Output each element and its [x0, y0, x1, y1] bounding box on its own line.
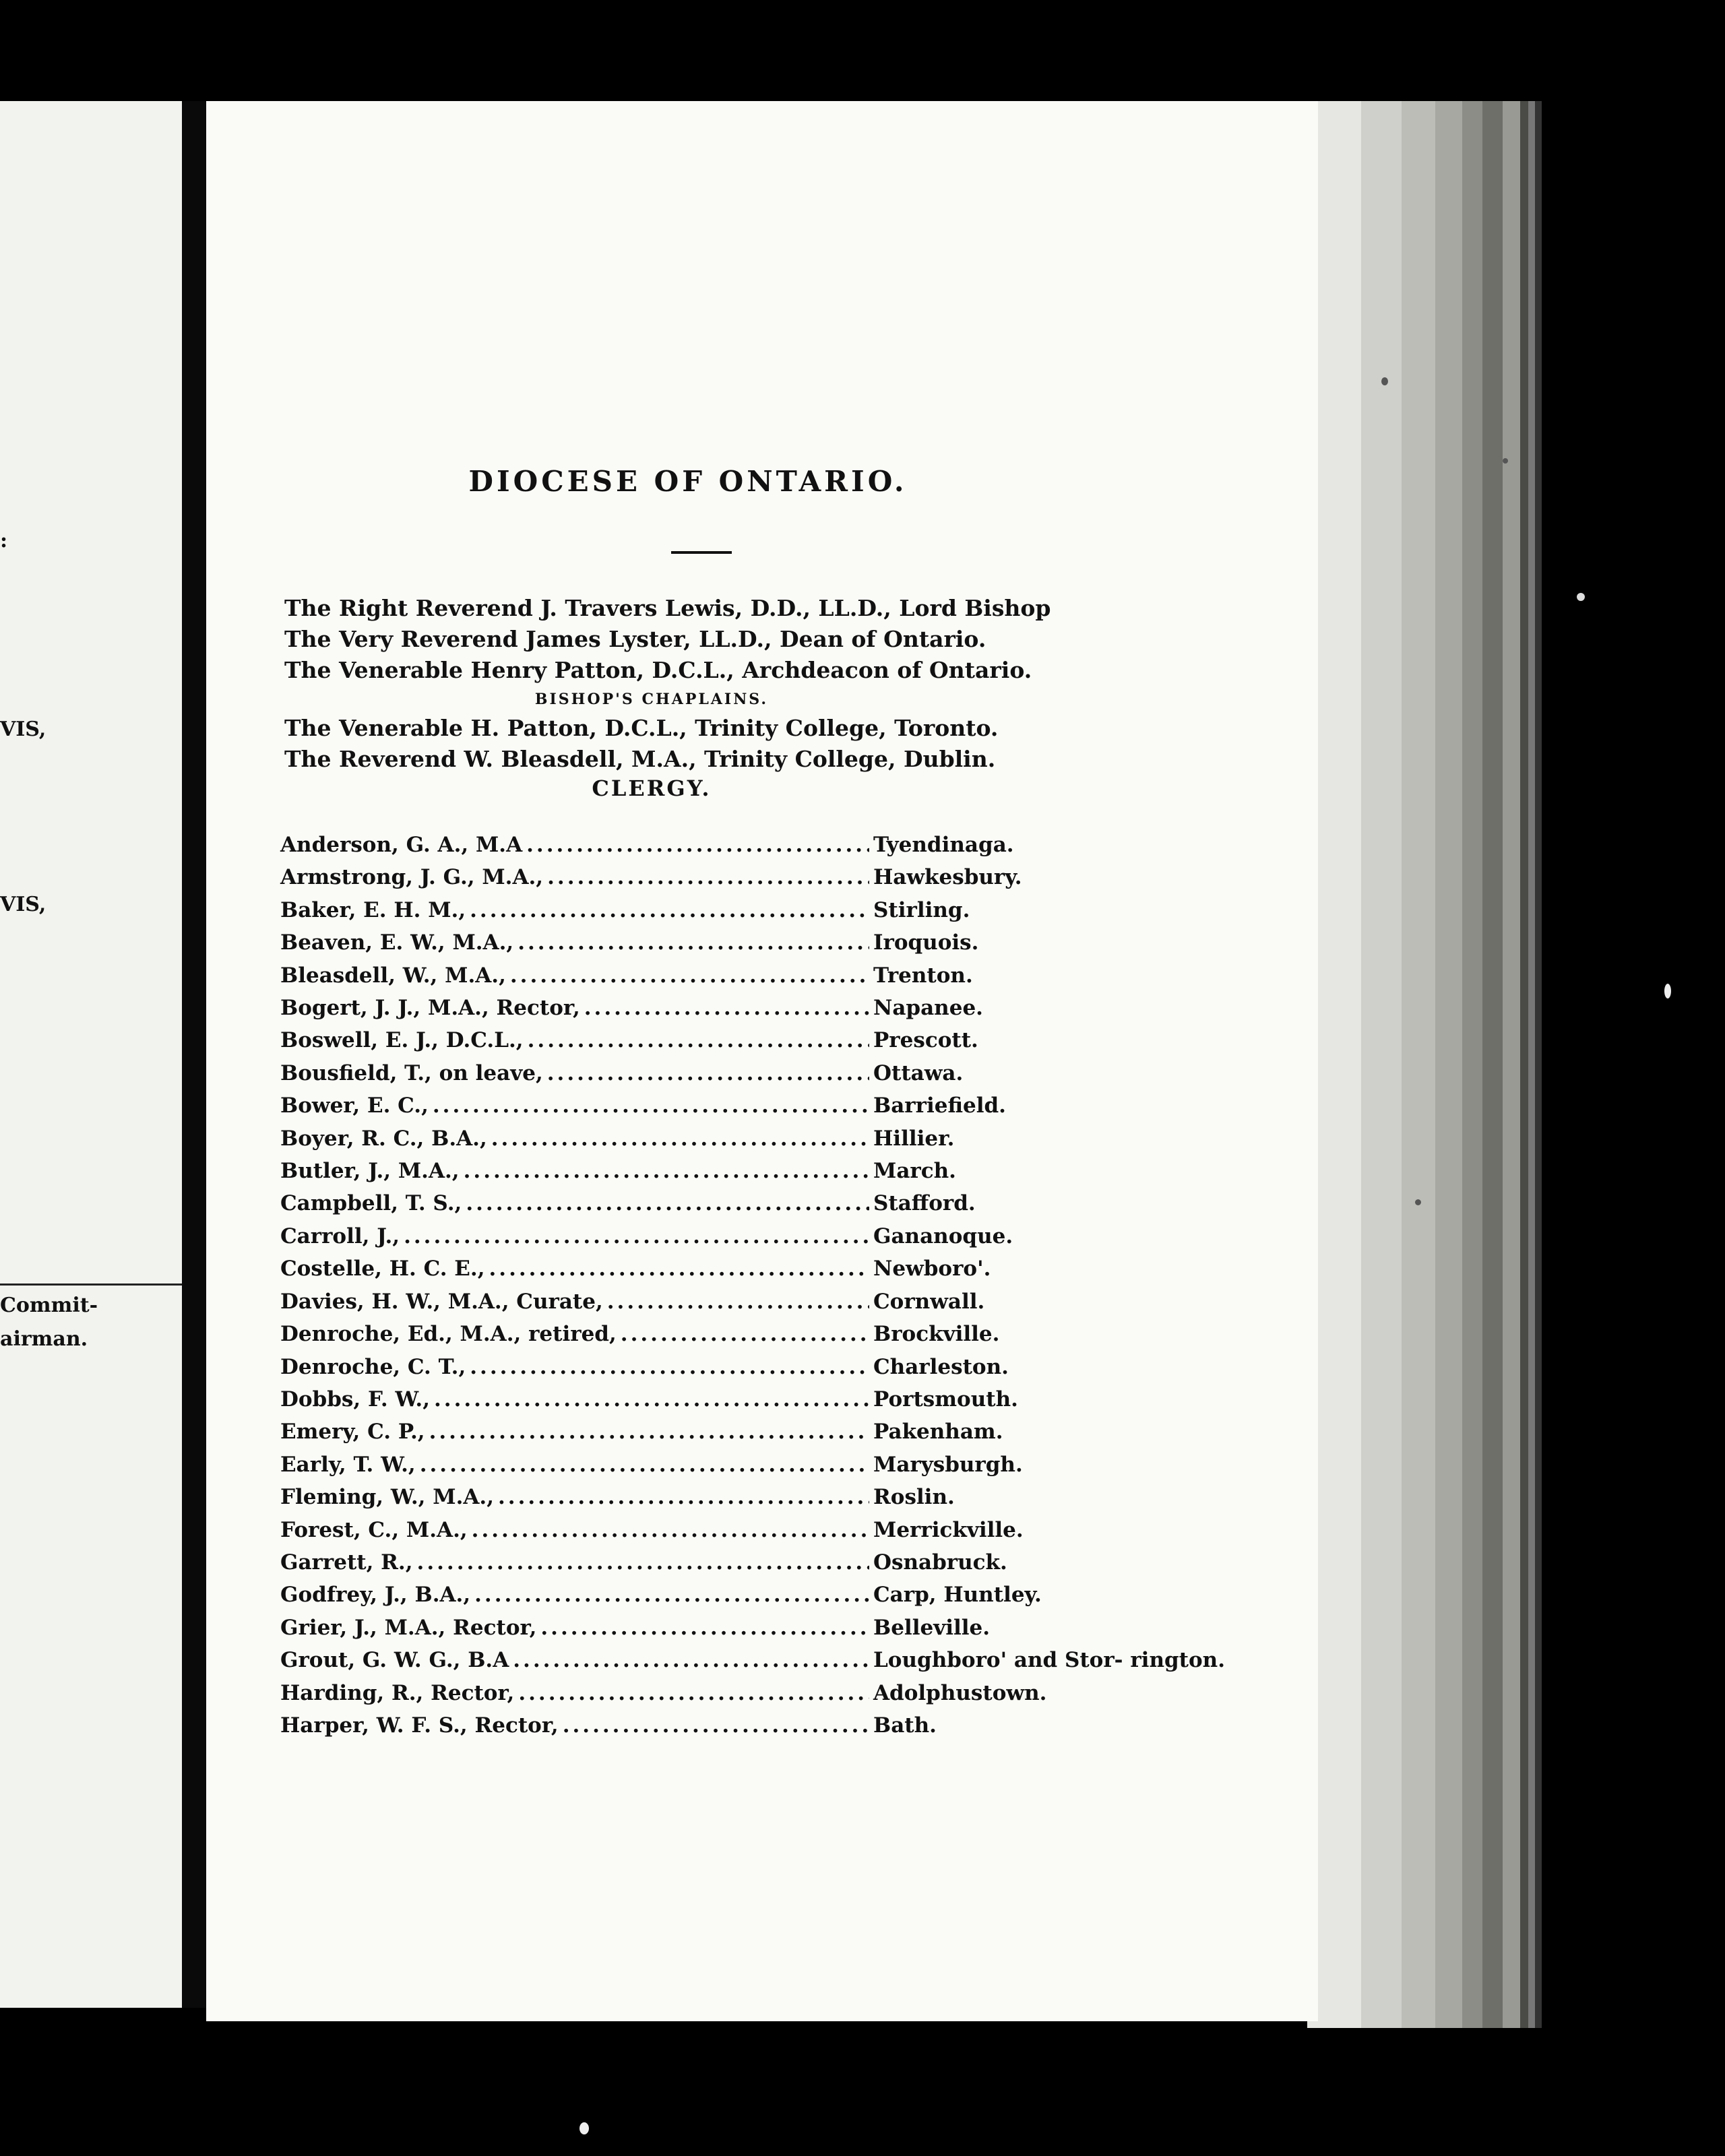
clergy-row [280, 1286, 1278, 1318]
clergy-row [280, 959, 1278, 992]
leader-dots [563, 1709, 869, 1742]
page-edge [1361, 101, 1402, 2028]
leader-dots [433, 1089, 869, 1122]
clergy-place: Prescott. [873, 1028, 978, 1053]
clergy-place: Newboro'. [873, 1257, 991, 1281]
clergy-place: Napanee. [873, 996, 983, 1021]
clergy-name: Harper, W. F. S., Rector, [280, 1713, 559, 1738]
page-title: DIOCESE OF ONTARIO. [468, 465, 908, 498]
clergy-name: Baker, E. H. M., [280, 897, 466, 922]
left-page-text: : [0, 529, 8, 552]
clergy-row [280, 829, 1278, 861]
leader-dots [466, 1187, 869, 1219]
clergy-row [280, 1481, 1278, 1513]
scan-speck [1503, 458, 1508, 464]
clergy-row [280, 1514, 1278, 1546]
page-edge [1462, 101, 1482, 2028]
clergy-place: Cornwall. [873, 1289, 985, 1314]
clergy-place: Hawkesbury. [873, 865, 1022, 890]
page-edge [1482, 101, 1503, 2028]
book-gutter [182, 101, 206, 2008]
clergy-place: Barriefield. [873, 1093, 1006, 1118]
officer-line: The Venerable Henry Patton, D.C.L., Archdeacon of Ontario. [284, 657, 1032, 683]
clergy-place: Bath. [873, 1713, 937, 1738]
leader-dots [498, 1481, 869, 1513]
clergy-name: Costelle, H. C. E., [280, 1257, 485, 1281]
chaplains-heading: BISHOP'S CHAPLAINS. [534, 691, 769, 708]
leader-dots [526, 829, 869, 861]
clergy-name: Garrett, R., [280, 1550, 413, 1575]
clergy-place: Stafford. [873, 1191, 976, 1216]
clergy-name: Boswell, E. J., D.C.L., [280, 1028, 524, 1053]
page-edge [1435, 101, 1462, 2028]
leader-dots [510, 959, 869, 992]
leader-dots [621, 1318, 869, 1350]
clergy-place: Adolphustown. [873, 1680, 1047, 1705]
left-page-text: VIS, [0, 893, 46, 916]
clergy-row [280, 1449, 1278, 1481]
clergy-place: Hillier. [873, 1126, 955, 1151]
clergy-row [280, 1024, 1278, 1056]
clergy-name: Bower, E. C., [280, 1093, 429, 1118]
leader-dots [547, 861, 869, 893]
clergy-name: Early, T. W., [280, 1452, 416, 1477]
clergy-name: Godfrey, J., B.A., [280, 1583, 471, 1608]
clergy-row [280, 992, 1278, 1024]
clergy-name: Carroll, J., [280, 1224, 400, 1248]
clergy-row [280, 1187, 1278, 1219]
leader-dots [420, 1449, 869, 1481]
clergy-place: Gananoque. [873, 1224, 1013, 1248]
scan-speck [1381, 377, 1388, 385]
clergy-list [280, 829, 1278, 1742]
leader-dots [607, 1286, 869, 1318]
clergy-row [280, 1677, 1278, 1709]
clergy-row [280, 1253, 1278, 1285]
clergy-name: Emery, C. P., [280, 1420, 425, 1445]
page-edge [1520, 101, 1528, 2028]
officer-line: The Very Reverend James Lyster, LL.D., Dean of Ontario. [284, 626, 986, 652]
left-page-text: VIS, [0, 718, 46, 741]
clergy-row [280, 1155, 1278, 1187]
clergy-name: Harding, R., Rector, [280, 1680, 515, 1705]
chaplain-line: The Venerable H. Patton, D.C.L., Trinity College, Toronto. [284, 715, 999, 741]
clergy-name: Bleasdell, W., M.A., [280, 963, 506, 988]
clergy-place: Loughboro' and Stor- rington. [873, 1648, 1225, 1673]
clergy-place: Tyendinaga. [873, 833, 1014, 857]
clergy-row [280, 1089, 1278, 1122]
clergy-row [280, 1220, 1278, 1253]
clergy-row [280, 1644, 1278, 1676]
left-page-rule [0, 1283, 182, 1286]
clergy-place: Trenton. [873, 963, 973, 988]
leader-dots [513, 1644, 869, 1676]
scan-speck [579, 2122, 589, 2134]
clergy-row [280, 1383, 1278, 1416]
scan-speck [1577, 593, 1585, 601]
clergy-place: Ottawa. [873, 1060, 964, 1085]
clergy-place: Roslin. [873, 1485, 955, 1510]
clergy-place: Merrickville. [873, 1517, 1024, 1542]
clergy-place: Iroquois. [873, 930, 979, 955]
clergy-heading: CLERGY. [592, 775, 712, 801]
clergy-place: Belleville. [873, 1615, 991, 1640]
clergy-row [280, 1351, 1278, 1383]
clergy-row [280, 1709, 1278, 1742]
clergy-row [280, 1057, 1278, 1089]
leader-dots [491, 1122, 869, 1155]
scan-speck [1664, 984, 1671, 998]
page-edge [1535, 101, 1542, 2028]
left-page-fragment [0, 101, 182, 2008]
main-page [206, 101, 1318, 2021]
clergy-name: Dobbs, F. W., [280, 1387, 430, 1412]
clergy-row [280, 1122, 1278, 1155]
clergy-place: Carp, Huntley. [873, 1583, 1042, 1608]
leader-dots [518, 926, 869, 959]
clergy-name: Grier, J., M.A., Rector, [280, 1615, 537, 1640]
clergy-row [280, 1416, 1278, 1448]
officer-line: The Right Reverend J. Travers Lewis, D.D., LL.D., Lord Bishop [284, 595, 1051, 621]
clergy-name: Fleming, W., M.A., [280, 1485, 494, 1510]
clergy-name: Davies, H. W., M.A., Curate, [280, 1289, 603, 1314]
clergy-name: Boyer, R. C., B.A., [280, 1126, 487, 1151]
clergy-place: Portsmouth. [873, 1387, 1018, 1412]
leader-dots [547, 1057, 869, 1089]
scan-speck [1415, 1199, 1421, 1205]
left-page-text: airman. [0, 1327, 88, 1351]
clergy-name: Campbell, T. S., [280, 1191, 462, 1216]
clergy-name: Denroche, Ed., M.A., retired, [280, 1322, 617, 1347]
clergy-row [280, 1612, 1278, 1644]
clergy-name: Beaven, E. W., M.A., [280, 930, 514, 955]
leader-dots [584, 992, 869, 1024]
page-edge [1503, 101, 1520, 2028]
clergy-row [280, 894, 1278, 926]
clergy-name: Bousfield, T., on leave, [280, 1060, 543, 1085]
clergy-name: Forest, C., M.A., [280, 1517, 468, 1542]
leader-dots [404, 1220, 869, 1253]
chaplain-line: The Reverend W. Bleasdell, M.A., Trinity College, Dublin. [284, 746, 996, 772]
page-edge [1528, 101, 1535, 2028]
clergy-row [280, 861, 1278, 893]
clergy-name: Armstrong, J. G., M.A., [280, 865, 544, 890]
clergy-place: Marysburgh. [873, 1452, 1023, 1477]
clergy-row [280, 926, 1278, 959]
clergy-place: Osnabruck. [873, 1550, 1007, 1575]
leader-dots [434, 1383, 869, 1416]
leader-dots [518, 1677, 869, 1709]
leader-dots [472, 1514, 869, 1546]
clergy-row [280, 1546, 1278, 1579]
clergy-name: Butler, J., M.A., [280, 1159, 460, 1184]
leader-dots [464, 1155, 869, 1187]
clergy-place: March. [873, 1159, 956, 1184]
leader-dots [528, 1024, 869, 1056]
clergy-row [280, 1318, 1278, 1350]
clergy-name: Grout, G. W. G., B.A [280, 1648, 509, 1673]
clergy-name: Bogert, J. J., M.A., Rector, [280, 996, 580, 1021]
left-page-text: Commit- [0, 1294, 98, 1317]
leader-dots [474, 1579, 869, 1611]
page-edge [1402, 101, 1435, 2028]
leader-dots [429, 1416, 869, 1448]
clergy-name: Denroche, C. T., [280, 1354, 466, 1379]
leader-dots [417, 1546, 869, 1579]
clergy-place: Brockville. [873, 1322, 1000, 1347]
clergy-place: Stirling. [873, 897, 970, 922]
leader-dots [540, 1612, 869, 1644]
leader-dots [470, 894, 869, 926]
clergy-row [280, 1579, 1278, 1611]
leader-dots [489, 1253, 869, 1285]
clergy-place: Pakenham. [873, 1420, 1003, 1445]
title-rule [671, 551, 732, 554]
clergy-name: Anderson, G. A., M.A [280, 833, 523, 857]
officers-block [284, 593, 1295, 802]
leader-dots [470, 1351, 869, 1383]
clergy-place: Charleston. [873, 1354, 1009, 1379]
